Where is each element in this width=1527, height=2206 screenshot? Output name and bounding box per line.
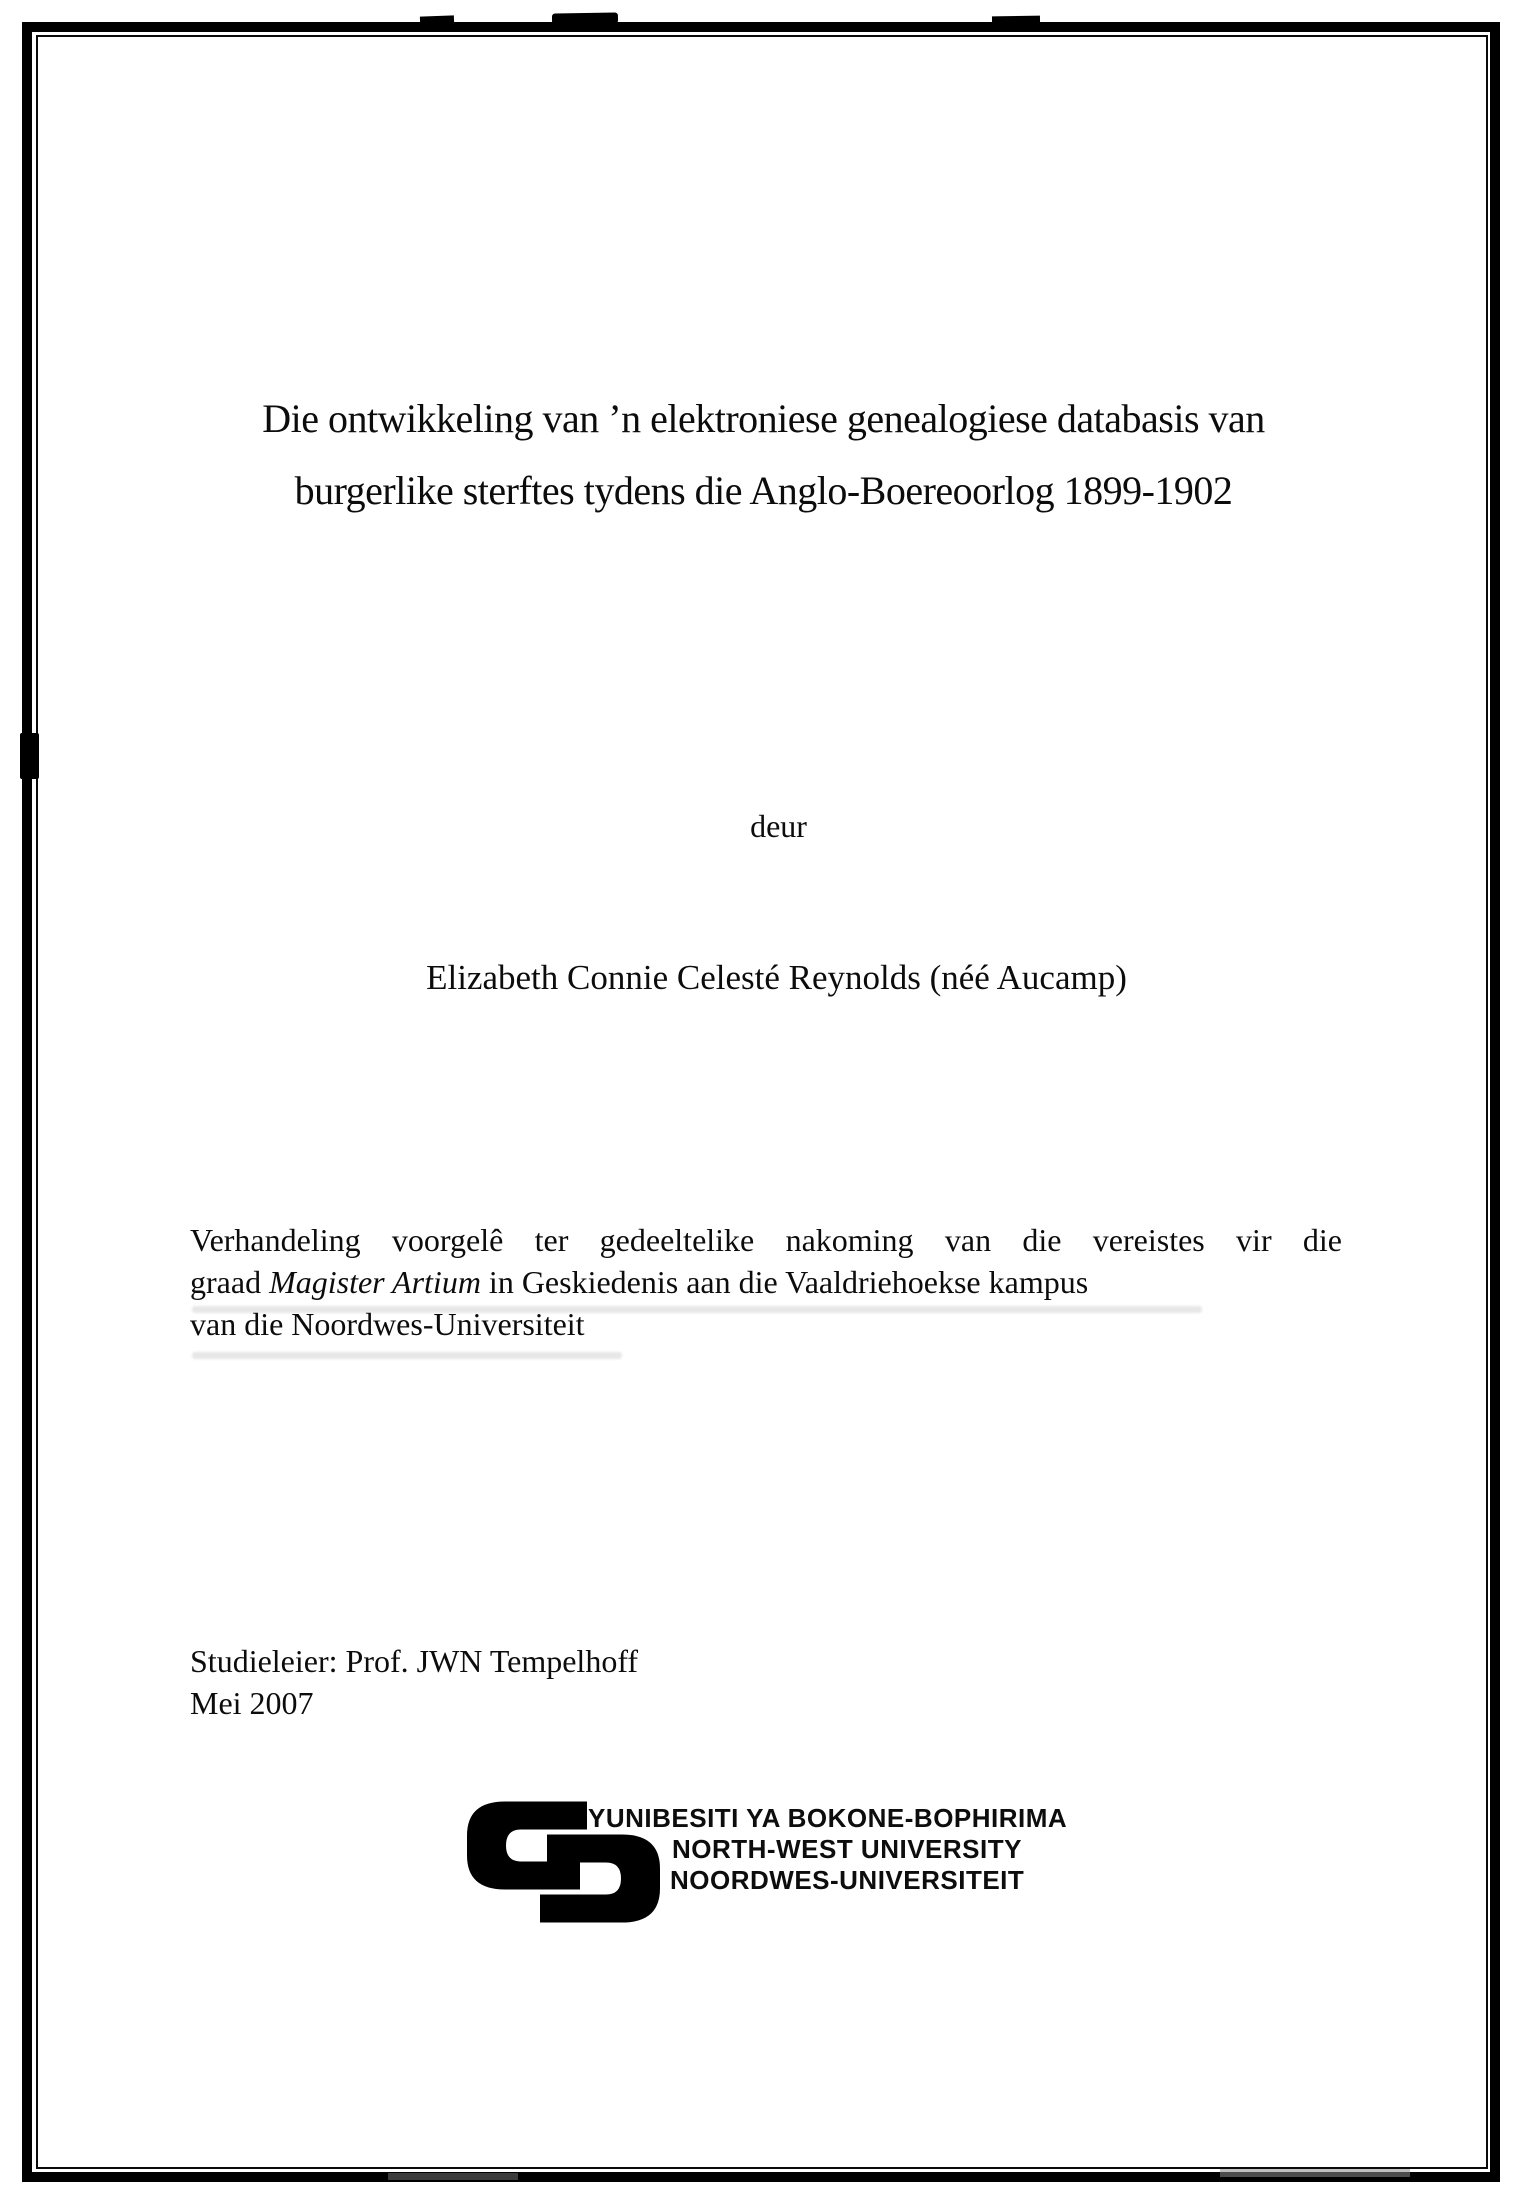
scan-artifact bbox=[992, 16, 1040, 24]
byline-label: deur bbox=[750, 808, 807, 844]
scan-artifact bbox=[388, 2173, 518, 2180]
date-line: Mei 2007 bbox=[190, 1685, 314, 1721]
degree-statement-line1: Verhandeling voorgelê ter gedeeltelike nakoming van die vereistes vir die bbox=[190, 1222, 1342, 1258]
scan-artifact bbox=[552, 12, 618, 24]
university-name-english: NORTH-WEST UNIVERSITY bbox=[672, 1834, 1022, 1864]
scan-artifact bbox=[20, 733, 39, 779]
thesis-title bbox=[26, 383, 1501, 527]
statement-line2-degree: Magister Artium bbox=[269, 1264, 481, 1300]
thesis-title-line1: Die ontwikkeling van ’n elektroniese genealogiese databasis van bbox=[262, 396, 1265, 441]
statement-line2-suffix: in Geskiedenis aan die Vaaldriehoekse kampus bbox=[480, 1264, 1089, 1300]
degree-statement bbox=[190, 1219, 1342, 1345]
scan-artifact bbox=[1220, 2169, 1410, 2177]
author-name: Elizabeth Connie Celesté Reynolds (néé Aucamp) bbox=[426, 958, 1127, 997]
scan-ghost-text bbox=[192, 1352, 622, 1359]
statement-line2-prefix: graad bbox=[190, 1264, 270, 1300]
supervisor-block bbox=[190, 1640, 638, 1724]
supervisor-line: Studieleier: Prof. JWN Tempelhoff bbox=[190, 1643, 639, 1679]
degree-statement-line2 bbox=[190, 1261, 1342, 1303]
scan-artifact bbox=[420, 15, 454, 24]
thesis-title-line2: burgerlike sterftes tydens die Anglo-Boereoorlog 1899-1902 bbox=[294, 468, 1233, 513]
university-name-setswana: YUNIBESITI YA BOKONE-BOPHIRIMA bbox=[588, 1803, 1068, 1833]
university-name-afrikaans: NOORDWES-UNIVERSITEIT bbox=[670, 1865, 1025, 1895]
degree-statement-line3: van die Noordwes-Universiteit bbox=[190, 1306, 585, 1342]
